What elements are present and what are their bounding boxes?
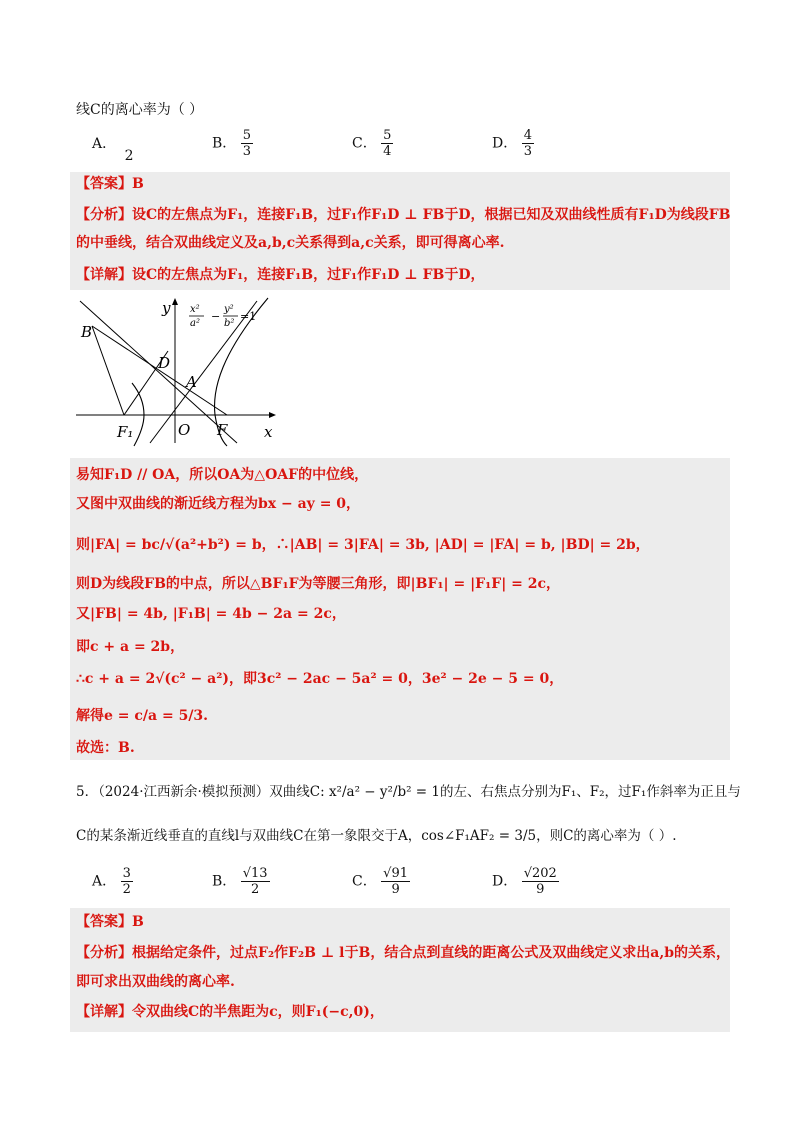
svg-text:b²: b² [224,318,235,329]
q4-step-6: 即c + a = 2b， [76,639,185,655]
q5-stem-line2: C的某条渐近线垂直的直线l与双曲线C在第一象限交于A，cos∠F₁AF₂ = 3/5，则C的离心率为（ ）. [76,828,677,844]
label-F1: F₁ [117,423,134,441]
q5-stem-line1: 5．（2024·江西新余·模拟预测）双曲线C: x²/a² − y²/b² = 1的左、右焦点分别为F₁、F₂，过F₁作斜率为正且与 [76,784,741,800]
q4-step-7: ∴c + a = 2√(c² − a²)，即3c² − 2ac − 5a² = 0，3e² − 2e − 5 = 0， [76,671,564,687]
q4-option-d[interactable]: D． $\frac{4}{3}$ [492,128,532,159]
svg-text:−: − [211,310,221,323]
q4-step-8: 解得e = c/a = 5/3. [76,708,209,724]
q4-step-2: 又图中双曲线的渐近线方程为bx − ay = 0， [76,496,361,512]
q4-analysis-line2: 的中垂线，结合双曲线定义及a,b,c关系得到a,c关系，即可得离心率. [76,235,505,251]
label-F: F [217,421,228,439]
q4-option-b[interactable]: B． $\frac{5}{3}$ [212,128,252,159]
q4-option-a[interactable]: A． 2 [92,136,134,164]
hyperbola-figure [72,293,278,448]
svg-text:y²: y² [224,304,234,315]
q5-answer: 【答案】B [76,914,144,930]
q4-step-5: 又|FB| = 4b, |F₁B| = 4b − 2a = 2c， [76,606,346,622]
label-A: A [186,373,197,391]
q5-detail-intro: 【详解】令双曲线C的半焦距为c，则F₁(−c,0)， [76,1004,384,1020]
label-x: x [264,423,273,441]
q4-stem: 线C的离心率为（ ） [76,102,204,118]
svg-text:x²: x² [190,304,200,315]
label-y: y [162,299,171,317]
svg-text:a²: a² [190,318,200,329]
label-O: O [178,421,191,439]
q4-step-9: 故选：B. [76,740,135,756]
q4-detail-intro: 【详解】设C的左焦点为F₁，连接F₁B，过F₁作F₁D ⊥ FB于D， [76,267,485,283]
q4-step-1: 易知F₁D // OA，所以OA为△OAF的中位线， [76,467,369,483]
q5-option-a[interactable]: A． $\frac{3}{2}$ [92,866,131,897]
q4-analysis-line1: 【分析】设C的左焦点为F₁，连接F₁B，过F₁作F₁D ⊥ FB于D，根据已知及双曲线性质有F₁D为线段FB [76,207,731,223]
q5-analysis-line1: 【分析】根据给定条件，过点F₂作F₂B ⊥ l于B，结合点到直线的距离公式及双曲线定义求出a,b的关系， [76,945,731,961]
svg-text:=1: =1 [240,310,257,323]
q5-option-d[interactable]: D． $\frac{√202}{9}$ [492,866,557,897]
q5-analysis-line2: 即可求出双曲线的离心率. [76,974,235,990]
label-B: B [81,323,93,341]
q4-step-4: 则D为线段FB的中点，所以△BF₁F为等腰三角形，即|BF₁| = |F₁F| = 2c， [76,576,561,592]
q4-step-3: 则|FA| = bc/√(a²+b²) = b，∴|AB| = 3|FA| = 3b, |AD| = |FA| = b, |BD| = 2b， [76,537,650,553]
q4-answer: 【答案】B [76,176,144,192]
q5-option-c[interactable]: C． $\frac{√91}{9}$ [352,866,408,897]
q5-option-b[interactable]: B． $\frac{√13}{2}$ [212,866,268,897]
label-D: D [158,354,171,372]
q4-option-c[interactable]: C． $\frac{5}{4}$ [352,128,392,159]
